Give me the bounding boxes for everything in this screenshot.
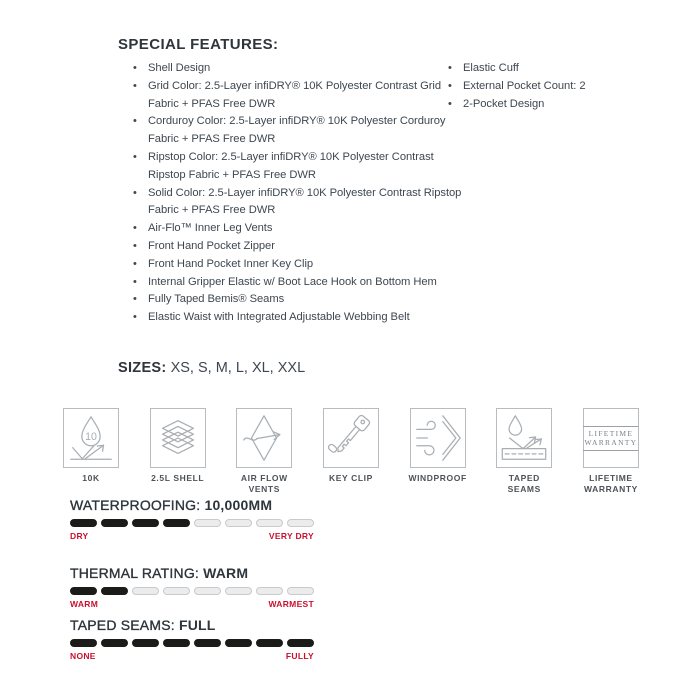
- bullet-glyph: •: [133, 311, 137, 324]
- feature-item: [133, 238, 468, 256]
- bullet-glyph: •: [133, 79, 137, 92]
- rating-segment: [70, 587, 97, 595]
- feature-text: Elastic Waist with Integrated Adjustable Webbing Belt: [148, 311, 410, 324]
- rating-segment: [225, 587, 252, 595]
- feature-text: Shell Design: [148, 62, 211, 74]
- feature-text: 2-Pocket Design: [463, 97, 545, 110]
- rating-segment: [287, 587, 314, 595]
- feature-item: [133, 274, 468, 292]
- feature-item: [448, 78, 688, 96]
- rating-segment: [194, 587, 221, 595]
- feature-item: [133, 78, 468, 114]
- rating-segment: [70, 519, 97, 527]
- rating-scale-bar: [70, 639, 314, 647]
- rating-heading: [70, 565, 314, 581]
- rating-scale-bar: [70, 587, 314, 595]
- rating-segment: [163, 519, 190, 527]
- rating-segment: [163, 639, 190, 647]
- feature-tile-label: TAPED SEAMS: [507, 473, 541, 494]
- rating-value: FULL: [178, 617, 216, 633]
- feature-text: Corduroy Color: 2.5-Layer infiDRY® 10K Polyester Corduroy Fabric + PFAS Free DWR: [148, 115, 446, 146]
- rating-label: WATERPROOFING:: [70, 497, 201, 513]
- rating-segment: [225, 519, 252, 527]
- feature-tile-label: 2.5L SHELL: [151, 473, 205, 483]
- warranty-badge-line: WARRANTY: [584, 438, 638, 447]
- bullet-glyph: •: [448, 79, 452, 92]
- waterproof-10k-icon: [63, 408, 119, 468]
- svg-text:10: 10: [85, 430, 97, 443]
- feature-tile-label: WINDPROOF: [408, 473, 467, 483]
- feature-item: [133, 185, 468, 221]
- rating-label: TAPED SEAMS:: [70, 617, 175, 633]
- feature-text: Front Hand Pocket Zipper: [148, 239, 275, 252]
- bullet-glyph: •: [133, 275, 137, 288]
- feature-text: Elastic Cuff: [463, 62, 519, 74]
- rating-scale-labels: [70, 531, 314, 541]
- rating-segment: [132, 587, 159, 595]
- feature-tile: [485, 408, 563, 494]
- special-features-list-left: [133, 60, 468, 327]
- feature-text: Front Hand Pocket Inner Key Clip: [148, 257, 314, 270]
- rating-heading: [70, 497, 314, 513]
- special-features-list-right: [448, 60, 688, 113]
- bullet-glyph: •: [133, 239, 137, 252]
- sizes-label: SIZES:: [118, 360, 167, 376]
- feature-tile: [225, 408, 303, 494]
- rating-segment: [256, 587, 283, 595]
- scale-right-label: FULLY: [285, 651, 314, 661]
- rating-scale-labels: [70, 599, 314, 609]
- scale-left-label: WARM: [70, 599, 99, 609]
- rating-segment: [287, 639, 314, 647]
- rating-segment: [101, 519, 128, 527]
- feature-tile: [572, 408, 650, 494]
- taped-seams-icon: [496, 408, 552, 468]
- rating-segment: [132, 519, 159, 527]
- feature-tile: [139, 408, 217, 494]
- windproof-icon: [410, 408, 466, 468]
- feature-tile-label: KEY CLIP: [329, 473, 373, 483]
- rating-segment: [194, 639, 221, 647]
- rating-taped-seams: [70, 617, 314, 661]
- special-features-heading: SPECIAL FEATURES:: [118, 36, 279, 53]
- feature-item: [133, 149, 468, 185]
- rating-segment: [132, 639, 159, 647]
- feature-text: Fully Taped Bemis® Seams: [148, 293, 285, 306]
- bullet-glyph: •: [133, 257, 137, 270]
- rating-label: THERMAL RATING:: [70, 565, 200, 581]
- feature-tile: [399, 408, 477, 494]
- feature-text: External Pocket Count: 2: [463, 79, 586, 92]
- lifetime-warranty-icon: [583, 408, 639, 468]
- warranty-badge-text: [583, 426, 638, 451]
- scale-left-label: DRY: [70, 531, 89, 541]
- rating-segment: [70, 639, 97, 647]
- feature-tile-label: LIFETIME WARRANTY: [583, 473, 638, 494]
- feature-item: [133, 309, 468, 327]
- feature-tile-label: 10K: [82, 473, 100, 483]
- air-flow-vents-icon: [236, 408, 292, 468]
- rating-scale-labels: [70, 651, 314, 661]
- bullet-glyph: •: [133, 222, 137, 235]
- bullet-glyph: •: [133, 293, 137, 306]
- bullet-glyph: •: [133, 150, 137, 163]
- feature-tile-label: AIR FLOW VENTS: [240, 473, 288, 494]
- feature-text: Grid Color: 2.5-Layer infiDRY® 10K Polyester Contrast Grid Fabric + PFAS Free DWR: [148, 79, 442, 110]
- bullet-glyph: •: [133, 186, 137, 199]
- rating-waterproofing: [70, 497, 314, 541]
- bullet-glyph: •: [133, 62, 137, 74]
- rating-segment: [194, 519, 221, 527]
- feature-item: [133, 220, 468, 238]
- scale-right-label: WARMEST: [268, 599, 314, 609]
- bullet-glyph: •: [448, 62, 452, 74]
- bullet-glyph: •: [133, 115, 137, 128]
- rating-segment: [101, 587, 128, 595]
- rating-heading: [70, 617, 314, 633]
- sizes-line: [118, 360, 305, 376]
- feature-text: Solid Color: 2.5-Layer infiDRY® 10K Polyester Contrast Ripstop Fabric + PFAS Free DWR: [148, 186, 462, 217]
- rating-segment: [225, 639, 252, 647]
- feature-item: [448, 60, 688, 78]
- rating-value: WARM: [203, 565, 249, 581]
- rating-scale-bar: [70, 519, 314, 527]
- feature-item: [133, 291, 468, 309]
- feature-text: Air-Flo™ Inner Leg Vents: [148, 222, 273, 235]
- feature-text: Ripstop Color: 2.5-Layer infiDRY® 10K Polyester Contrast Ripstop Fabric + PFAS Free DWR: [148, 150, 434, 181]
- feature-tile: [52, 408, 130, 494]
- feature-text: Internal Gripper Elastic w/ Boot Lace Hook on Bottom Hem: [148, 275, 437, 288]
- feature-item: [133, 113, 468, 149]
- warranty-badge-line: LIFETIME: [588, 428, 634, 438]
- feature-icons-row: [52, 408, 650, 494]
- feature-item: [133, 60, 468, 78]
- rating-segment: [256, 639, 283, 647]
- key-clip-icon: [323, 408, 379, 468]
- rating-value: 10,000MM: [204, 497, 273, 513]
- scale-left-label: NONE: [70, 651, 96, 661]
- scale-right-label: VERY DRY: [268, 531, 314, 541]
- rating-segment: [163, 587, 190, 595]
- feature-tile: [312, 408, 390, 494]
- sizes-value: XS, S, M, L, XL, XXL: [170, 360, 306, 376]
- feature-item: [133, 256, 468, 274]
- rating-segment: [256, 519, 283, 527]
- rating-segment: [287, 519, 314, 527]
- rating-segment: [101, 639, 128, 647]
- feature-item: [448, 96, 688, 114]
- shell-layers-icon: [150, 408, 206, 468]
- rating-thermal: [70, 565, 314, 609]
- bullet-glyph: •: [448, 97, 452, 110]
